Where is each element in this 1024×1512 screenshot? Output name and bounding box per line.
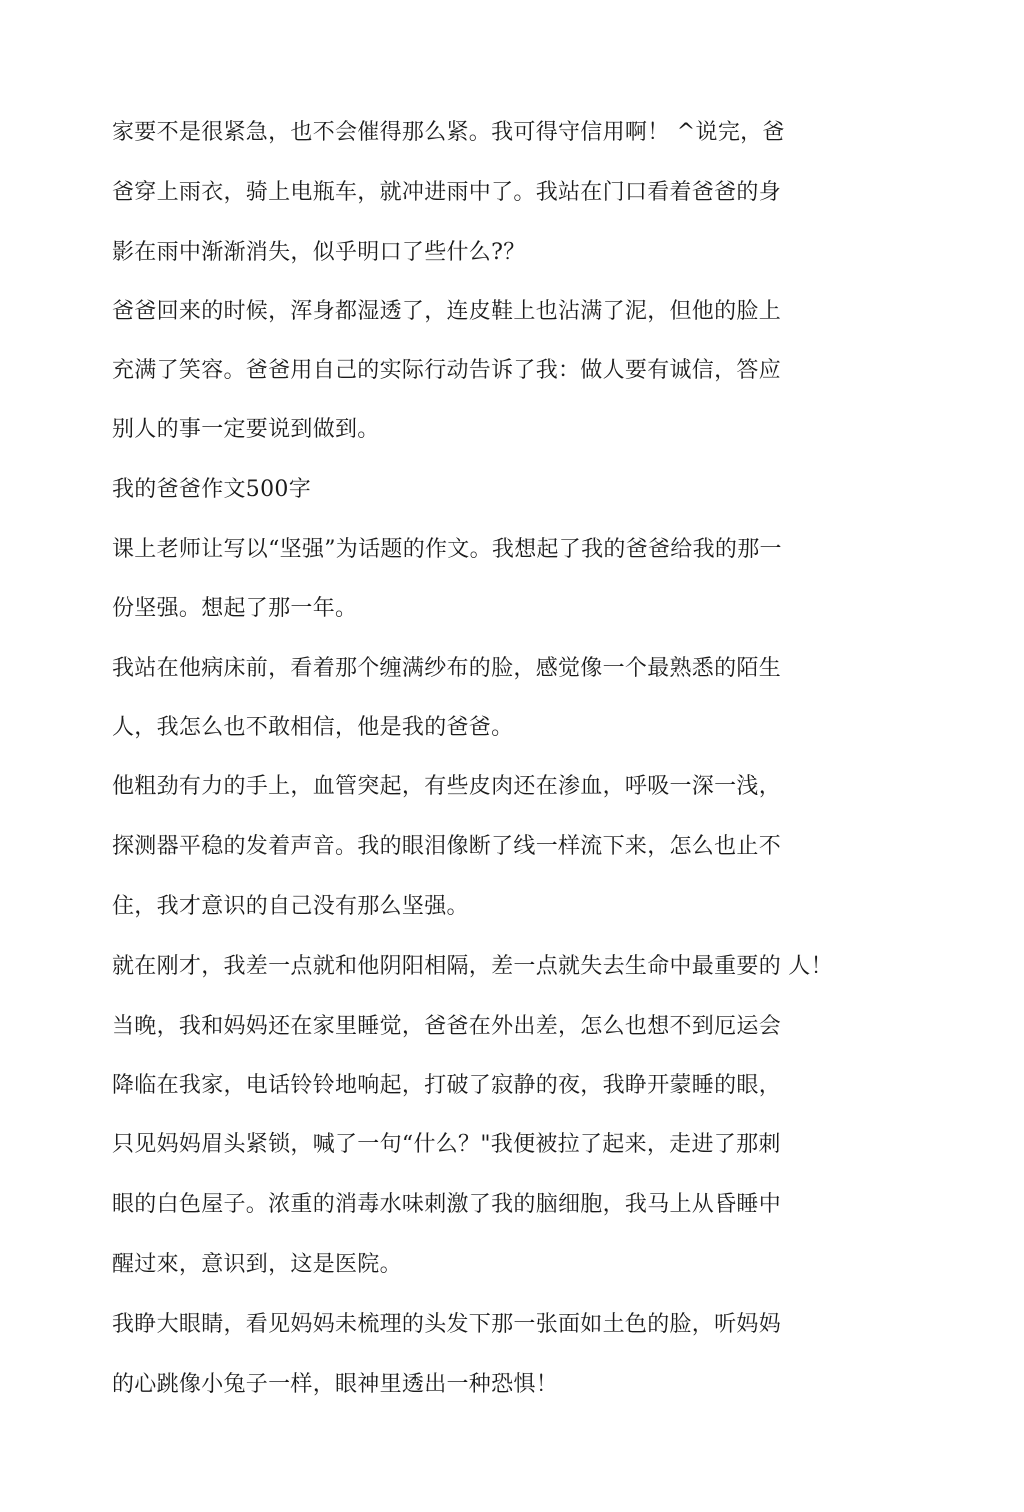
- text-line: 醒过來，意识到，这是医院。: [112, 1252, 402, 1277]
- text-line: 的心跳像小兔子一样，眼神里透出一种恐惧！: [112, 1372, 559, 1397]
- text-line: 影在雨中渐渐消失，似乎明口了些什么?？: [112, 240, 526, 265]
- text-line: 我睁大眼睛，看见妈妈未梳理的头发下那一张面如土色的脸，听妈妈: [112, 1312, 782, 1337]
- text-line: 人，我怎么也不敢相信，他是我的爸爸。: [112, 715, 514, 740]
- text-line: 充满了笑容。爸爸用自己的实际行动告诉了我：做人要有诚信，答应: [112, 358, 782, 383]
- text-line: 住，我才意识的自己没有那么坚强。: [112, 894, 469, 919]
- section-heading: 我的爸爸作文500字: [112, 477, 311, 502]
- text-line: 探测器平稳的发着声音。我的眼泪像断了线一样流下来，怎么也止不: [112, 834, 782, 859]
- text-line: 他粗劲有力的手上，血管突起，有些皮肉还在渗血，呼吸一深一浅，: [112, 774, 782, 799]
- text-line: 当晚，我和妈妈还在家里睡觉，爸爸在外出差，怎么也想不到厄运会: [112, 1014, 782, 1039]
- text-line: 份坚强。想起了那一年。: [112, 596, 358, 621]
- text-line: 课上老师让写以“坚强”为话题的作文。我想起了我的爸爸给我的那一: [112, 537, 782, 562]
- text-line: 家要不是很紧急，也不会催得那么紧。我可得守信用啊！ ^说完，爸: [112, 120, 785, 145]
- text-line: 别人的事一定要说到做到。: [112, 417, 380, 442]
- text-line: 就在刚才，我差一点就和他阴阳相隔，差一点就失去生命中最重要的 人！: [112, 954, 833, 979]
- text-line: 只见妈妈眉头紧锁，喊了一句“什么？"我便被拉了起来，走进了那刺: [112, 1132, 781, 1157]
- text-line: 降临在我家，电话铃铃地响起，打破了寂静的夜，我睁开蒙睡的眼，: [112, 1073, 782, 1098]
- text-line: 爸爸回来的时候，浑身都湿透了，连皮鞋上也沾满了泥，但他的脸上: [112, 299, 782, 324]
- text-line: 爸穿上雨衣，骑上电瓶车，就冲进雨中了。我站在门口看着爸爸的身: [112, 180, 782, 205]
- text-line: 我站在他病床前，看着那个缠满纱布的脸，感觉像一个最熟悉的陌生: [112, 656, 782, 681]
- text-line: 眼的白色屋子。浓重的消毒水味刺激了我的脑细胞，我马上从昏睡中: [112, 1192, 782, 1217]
